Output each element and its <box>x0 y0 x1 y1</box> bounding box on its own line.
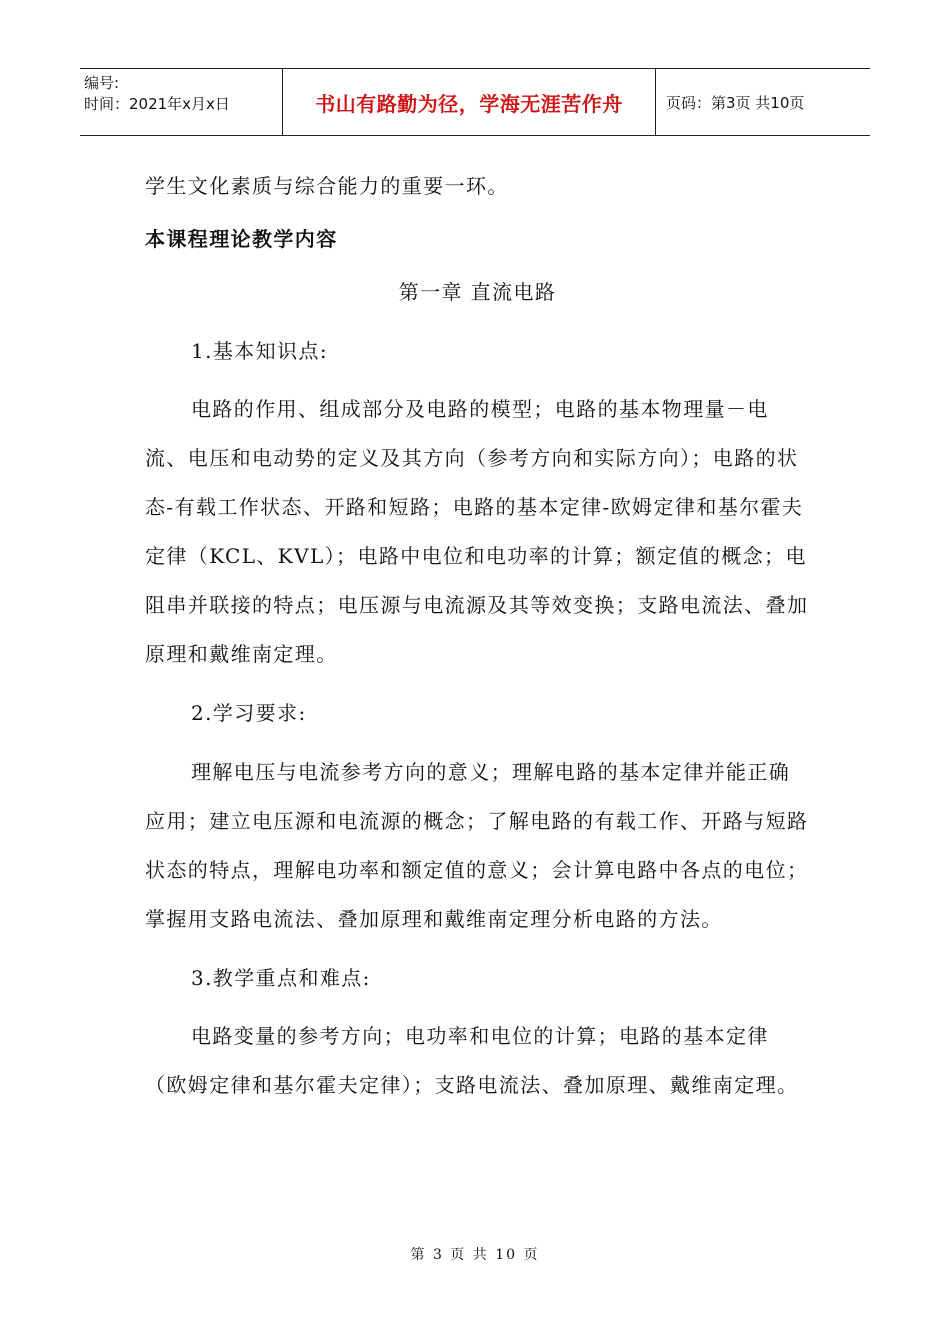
motto-text: 书山有路勤为径，学海无涯苦作舟 <box>315 91 623 116</box>
document-number-label: 编号: <box>84 74 120 92</box>
header-meta <box>80 69 282 135</box>
chapter-title: 第一章 直流电路 <box>398 280 557 304</box>
section-title: 本课程理论教学内容 <box>145 226 338 251</box>
document-body <box>145 160 810 1110</box>
paragraph-key-points: 电路变量的参考方向；电功率和电位的计算；电路的基本定律（欧姆定律和基尔霍夫定律）；支路电流法、叠加原理、戴维南定理。 <box>145 1024 799 1097</box>
header-motto <box>282 69 656 135</box>
footer-page-number: 第 3 页 共 10 页 <box>410 1247 540 1263</box>
document-date: 时间：2021年x月x日 <box>84 95 230 113</box>
page-footer <box>0 1244 950 1264</box>
paragraph-learning-requirements: 理解电压与电流参考方向的意义；理解电路的基本定律并能正确应用；建立电压源和电流源的概念；了解电路的有载工作、开路与短路状态的特点，理解电功率和额定值的意义；会计算电路中各点的电位；掌握用支路电流法、叠加原理和戴维南定理分析电路的方法。 <box>145 759 809 931</box>
intro-line: 学生文化素质与综合能力的重要一环。 <box>145 174 509 198</box>
heading-key-points: 3.教学重点和难点: <box>191 965 371 990</box>
heading-learning-requirements: 2.学习要求: <box>191 701 307 725</box>
page-info-text: 页码：第3页 共10页 <box>666 93 805 112</box>
heading-knowledge-points: 1.基本知识点: <box>191 338 329 363</box>
header-page-info <box>656 69 870 135</box>
page-header <box>80 68 870 136</box>
paragraph-knowledge-points: 电路的作用、组成部分及电路的模型；电路的基本物理量－电流、电压和电动势的定义及其方向（参考方向和实际方向）；电路的状态-有载工作状态、开路和短路；电路的基本定律-欧姆定律和基尔霍夫定律（KCL、KVL）；电路中电位和电功率的计算；额定值的概念；电阻串并联接的特点；电压源与电流源及其等效变换；支路电流法、叠加原理和戴维南定理。 <box>145 397 809 666</box>
